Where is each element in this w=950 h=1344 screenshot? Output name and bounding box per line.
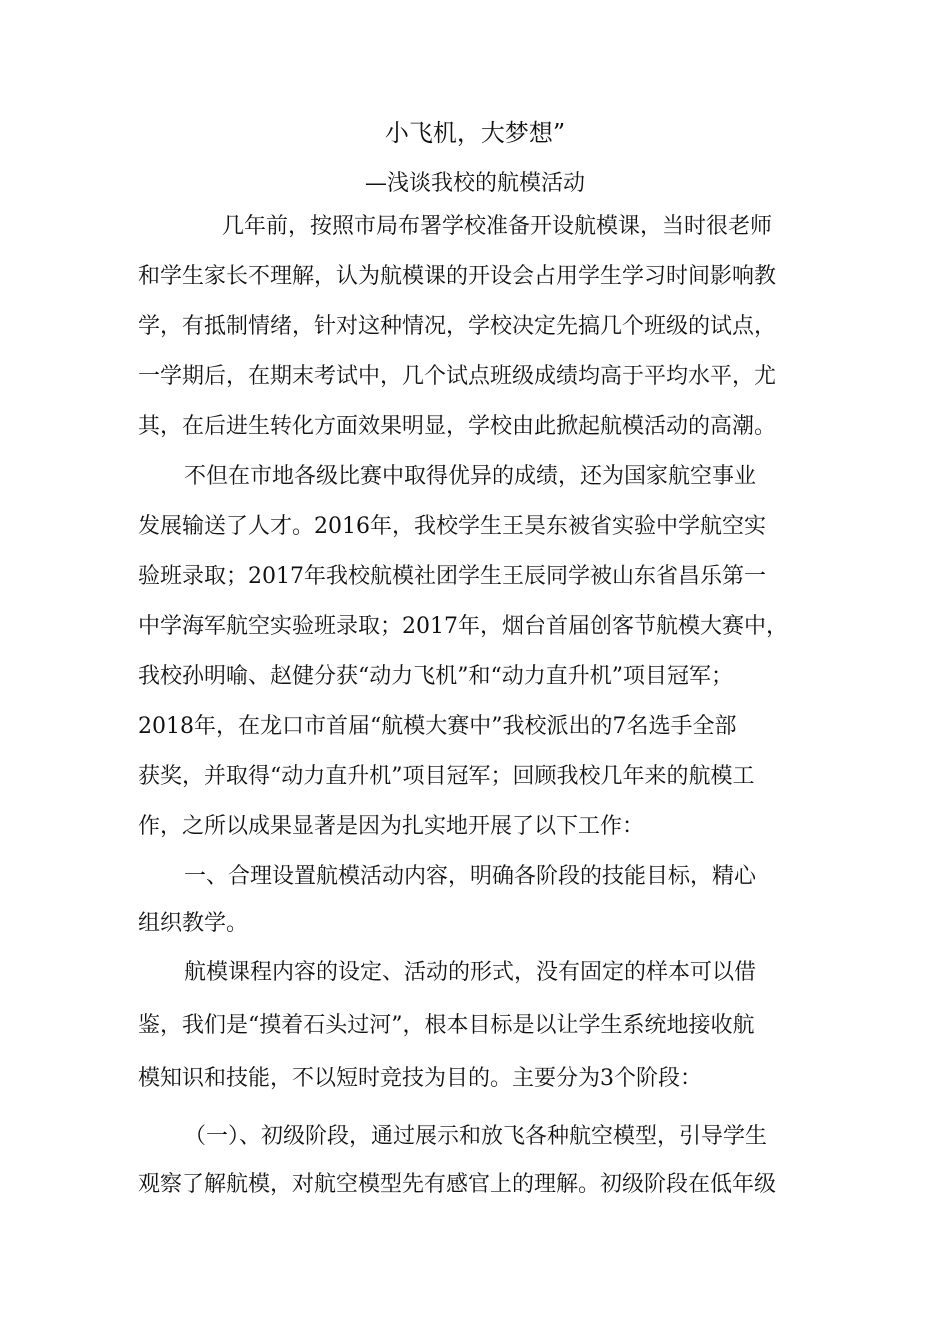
- section-heading-line: 一、合理设置航模活动内容，明确各阶段的技能目标，精心: [184, 864, 757, 889]
- text-line: 中学海军航空实验班录取；2017年，烟台首届创客节航模大赛中，: [138, 614, 788, 639]
- text-line: 发展输送了人才。2016年，我校学生王昊东被省实验中学航空实: [138, 514, 766, 539]
- document-title: 小飞机，大梦想”: [384, 119, 566, 147]
- text-line: 学，有抵制情绪，针对这种情况，学校决定先搞几个班级的试点，: [138, 314, 777, 339]
- text-line: 我校孙明喻、赵健分获“动力飞机”和“动力直升机”项目冠军；: [138, 664, 733, 689]
- text-line: （一）、初级阶段，通过展示和放飞各种航空模型，引导学生: [184, 1124, 768, 1149]
- text-line: 不但在市地各级比赛中取得优异的成绩，还为国家航空事业: [184, 464, 757, 489]
- text-line: 和学生家长不理解，认为航模课的开设会占用学生学习时间影响教: [138, 264, 777, 289]
- text-line: 获奖，并取得“动力直升机”项目冠军；回顾我校几年来的航模工: [138, 764, 755, 789]
- text-line: 几年前，按照市局布署学校准备开设航模课，当时很老师: [222, 214, 773, 239]
- text-line: 作，之所以成果显著是因为扎实地开展了以下工作：: [138, 814, 645, 839]
- text-line: 其，在后进生转化方面效果明显，学校由此掀起航模活动的高潮。: [138, 414, 777, 439]
- text-line: 一学期后，在期末考试中，几个试点班级成绩均高于平均水平，尤: [138, 364, 777, 389]
- text-line: 观察了解航模，对航空模型先有感官上的理解。初级阶段在低年级: [138, 1172, 777, 1197]
- text-line: 2018年，在龙口市首届“航模大赛中”我校派出的7名选手全部: [138, 714, 737, 739]
- text-line: 验班录取；2017年我校航模社团学生王辰同学被山东省昌乐第一: [138, 564, 766, 589]
- text-line: 鉴，我们是“摸着石头过河”，根本目标是以让学生系统地接收航: [138, 1013, 755, 1038]
- section-heading-line: 组织教学。: [138, 911, 249, 936]
- text-line: 模知识和技能，不以短时竞技为目的。主要分为3个阶段：: [138, 1066, 702, 1091]
- text-line: 航模课程内容的设定、活动的形式，没有固定的样本可以借: [184, 960, 757, 985]
- document-subtitle: —浅谈我校的航模活动: [364, 171, 585, 196]
